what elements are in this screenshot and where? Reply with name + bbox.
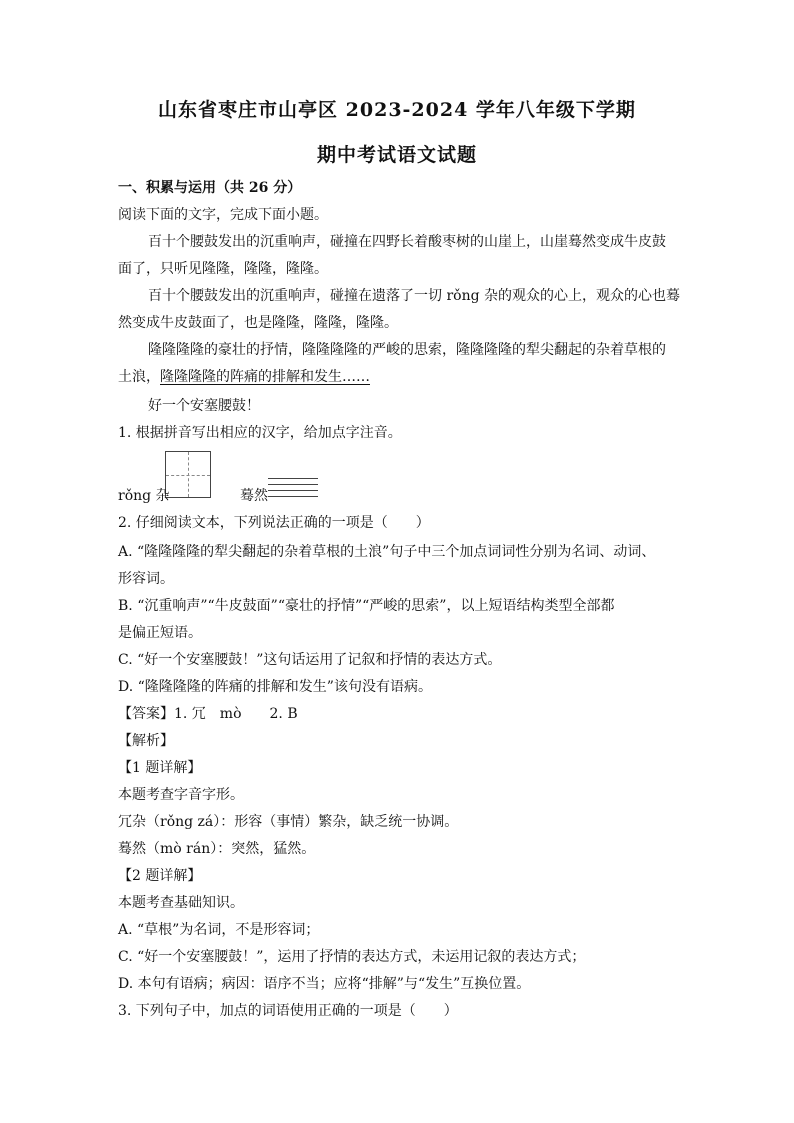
q2-detail-text: 本题考查基础知识。: [118, 895, 244, 911]
q2-option-c: C. “好一个安塞腰鼓！”这句话运用了记叙和抒情的表达方式。: [118, 652, 502, 668]
passage-para-2a: 百十个腰鼓发出的沉重响声，碰撞在遗落了一切 rǒng 杂的观众的心上，观众的心也蓦: [148, 288, 680, 304]
passage-para-4: 好一个安塞腰鼓！: [148, 398, 260, 414]
q1-detail-word-1: 冗杂（rǒng zá）：形容（事情）繁杂，缺乏统一协调。: [118, 814, 459, 830]
passage-para-3b-plain: 土浪，: [118, 369, 160, 385]
passage-para-3b: [118, 367, 754, 387]
question-3: 3. 下列句子中，加点的词语使用正确的一项是（ ）: [118, 1003, 458, 1019]
q1-detail-word-2: 蓦然（mò rán）：突然，猛然。: [118, 841, 316, 857]
q1-item-word: 蓦然: [240, 488, 268, 504]
q2-detail-d: D. 本句有语病；病因：语序不当；应将“排解”与“发生”互换位置。: [118, 976, 531, 992]
title-line-1: 山东省枣庄市山亭区 2023-2024 学年八年级下学期: [158, 99, 636, 121]
passage-para-2b: 然变成牛皮鼓面了，也是隆隆，隆隆，隆隆。: [118, 315, 398, 331]
q2-option-d: D. “隆隆隆隆的阵痛的排解和发生”该句没有语病。: [118, 679, 432, 695]
q1-detail-heading: 【1 题详解】: [118, 760, 202, 776]
title-line-2: 期中考试语文试题: [316, 144, 477, 166]
q2-detail-c: C. “好一个安塞腰鼓！”，运用了抒情的表达方式，未运用记叙的表达方式；: [118, 949, 586, 965]
q2-detail-a: A. “草根”为名词，不是形容词；: [118, 922, 320, 938]
q2-option-a-line1: A. “隆隆隆隆的犁尖翻起的杂着草根的土浪”句子中三个加点词词性分别为名词、动词、: [118, 544, 656, 560]
q2-option-b-line1: B. “沉重响声”“牛皮鼓面”“豪壮的抒情”“严峻的思索”，以上短语结构类型全部都: [118, 598, 615, 614]
q1-item-pinyin: rǒng 杂: [118, 488, 170, 504]
answer-line: 【答案】1. 冗 mò 2. B: [118, 706, 298, 722]
q2-option-a-line2: 形容词。: [118, 571, 174, 587]
instruction: 阅读下面的文字，完成下面小题。: [118, 207, 328, 223]
analysis-heading: 【解析】: [118, 733, 174, 749]
passage-para-3a: 隆隆隆隆的豪壮的抒情，隆隆隆隆的严峻的思索，隆隆隆隆的犁尖翻起的杂着草根的: [148, 342, 666, 358]
q1-detail-text: 本题考查字音字形。: [118, 787, 244, 803]
passage-para-1a: 百十个腰鼓发出的沉重响声，碰撞在四野长着酸枣树的山崖上，山崖蓦然变成牛皮鼓: [148, 234, 666, 250]
question-2: 2. 仔细阅读文本，下列说法正确的一项是（ ）: [118, 515, 430, 531]
passage-para-1b: 面了，只听见隆隆，隆隆，隆隆。: [118, 261, 328, 277]
passage-underlined-sentence: 隆隆隆隆的阵痛的排解和发生……: [160, 369, 370, 385]
q2-detail-heading: 【2 题详解】: [118, 868, 202, 884]
q2-option-b-line2: 是偏正短语。: [118, 625, 202, 641]
pinyin-writing-lines[interactable]: [268, 478, 318, 500]
question-1: 1. 根据拼音写出相应的汉字，给加点字注音。: [118, 425, 402, 441]
section-heading: 一、积累与运用（共 26 分）: [118, 180, 302, 196]
